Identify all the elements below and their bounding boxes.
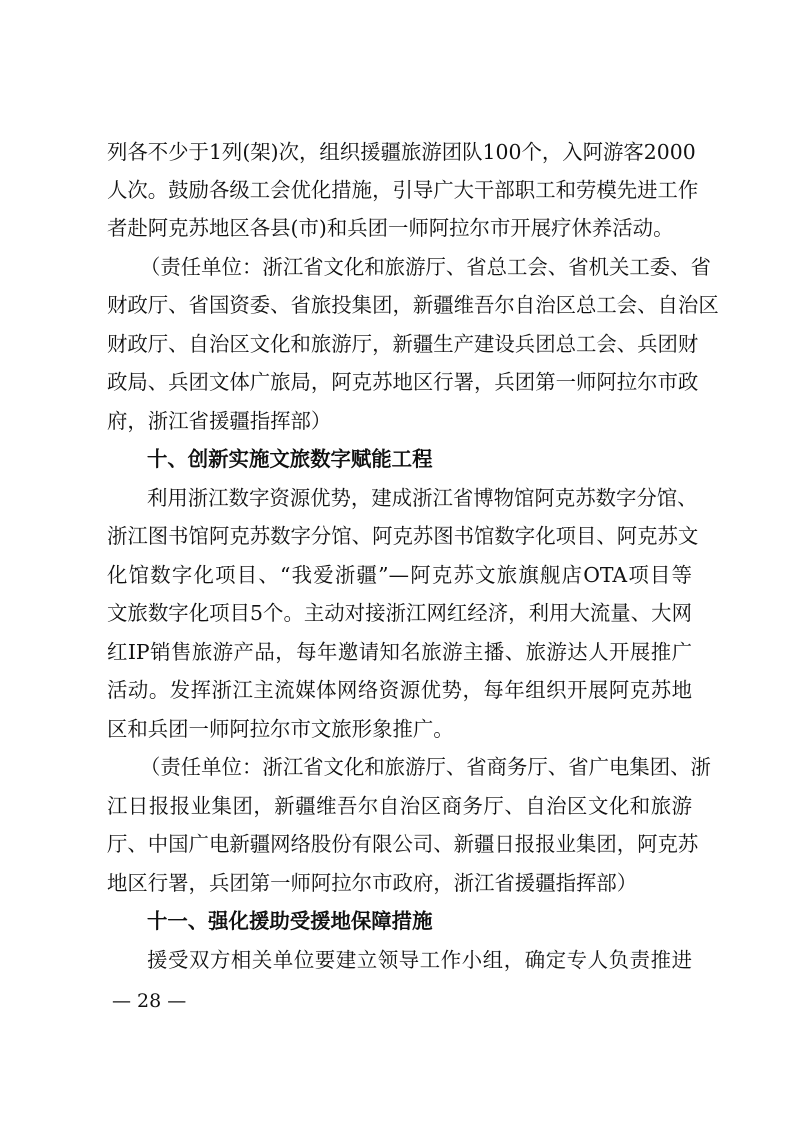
paragraph-line: 府，浙江省援疆指挥部）	[107, 409, 332, 433]
page-number: — 28 —	[112, 990, 187, 1012]
paragraph-line: 者赴阿克苏地区各县(市)和兵团一师阿拉尔市开展疗休养活动。	[107, 216, 674, 240]
paragraph-line: 列各不少于1列(架)次，组织援疆旅游团队100个，入阿游客2000	[107, 140, 696, 164]
paragraph-line: 厅、中国广电新疆网络股份有限公司、新疆日报报业集团，阿克苏	[107, 832, 699, 856]
paragraph-line: 财政厅、自治区文化和旅游厅，新疆生产建设兵团总工会、兵团财	[107, 332, 699, 356]
section-heading: 十一、强化援助受援地保障措施	[147, 909, 433, 933]
paragraph-line: 财政厅、省国资委、省旅投集团，新疆维吾尔自治区总工会、自治区	[107, 293, 719, 317]
paragraph-line: 政局、兵团文体广旅局，阿克苏地区行署，兵团第一师阿拉尔市政	[107, 370, 699, 394]
paragraph-line: （责任单位：浙江省文化和旅游厅、省总工会、省机关工委、省	[140, 255, 711, 279]
section-heading: 十、创新实施文旅数字赋能工程	[147, 447, 433, 471]
paragraph-line: 援受双方相关单位要建立领导工作小组，确定专人负责推进	[147, 948, 692, 972]
paragraph-line: 活动。发挥浙江主流媒体网络资源优势，每年组织开展阿克苏地	[107, 678, 692, 702]
paragraph-line: 浙江图书馆阿克苏数字分馆、阿克苏图书馆数字化项目、阿克苏文	[107, 524, 699, 548]
paragraph-line: 人次。鼓励各级工会优化措施，引导广大干部职工和劳模先进工作	[107, 178, 699, 202]
paragraph-line: （责任单位：浙江省文化和旅游厅、省商务厅、省广电集团、浙	[140, 755, 711, 779]
paragraph-line: 地区行署，兵团第一师阿拉尔市政府，浙江省援疆指挥部）	[107, 871, 638, 895]
paragraph-line: 红IP销售旅游产品，每年邀请知名旅游主播、旅游达人开展推广	[107, 640, 692, 664]
paragraph-line: 区和兵团一师阿拉尔市文旅形象推广。	[107, 717, 454, 741]
paragraph-line: 江日报报业集团，新疆维吾尔自治区商务厅、自治区文化和旅游	[107, 794, 692, 818]
paragraph-line: 利用浙江数字资源优势，建成浙江省博物馆阿克苏数字分馆、	[147, 486, 698, 510]
paragraph-line: 文旅数字化项目5个。主动对接浙江网红经济，利用大流量、大网	[107, 601, 692, 625]
paragraph-line: 化馆数字化项目、“我爱浙疆”—阿克苏文旅旗舰店OTA项目等	[107, 563, 692, 587]
